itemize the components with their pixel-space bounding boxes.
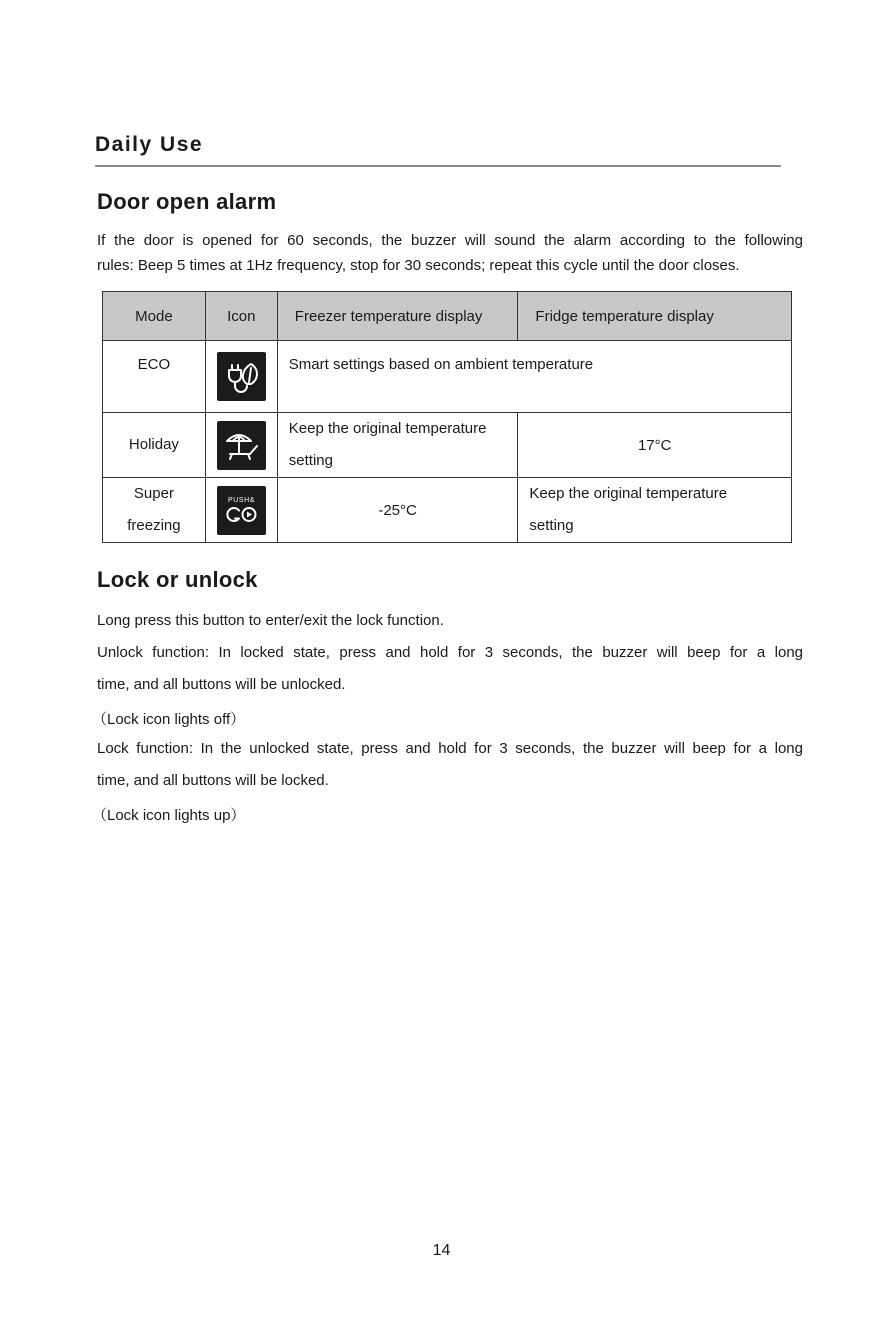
super-freezer-temp: -25°C: [277, 478, 518, 543]
mode-name-super-line-2: freezing: [127, 517, 181, 534]
page-number: 14: [432, 1242, 451, 1259]
push-and-go-icon-text: PUSH&: [227, 496, 255, 504]
table-row-eco: [103, 341, 792, 413]
door-alarm-text-line-1: If the door is opened for 60 seconds, the buzzer will sound the alarm according to the following: [97, 232, 803, 249]
mode-table: [102, 291, 792, 543]
mode-name-super-line-1: Super: [133, 485, 174, 502]
section-divider: [95, 165, 781, 167]
door-alarm-text-line-2: rules: Beep 5 times at 1Hz frequency, stop for 30 seconds; repeat this cycle until the door closes.: [97, 257, 740, 274]
section-title: Daily Use: [95, 133, 204, 156]
mode-name-eco: ECO: [103, 341, 206, 413]
table-row-holiday: [103, 413, 792, 478]
eco-description: Smart settings based on ambient temperature: [277, 341, 791, 413]
unlock-note: （Lock icon lights off）: [92, 711, 246, 728]
unlock-text-line-2: time, and all buttons will be unlocked.: [97, 676, 346, 693]
super-fridge-line-1: Keep the original temperature: [529, 485, 728, 502]
header-fridge: Fridge temperature display: [518, 292, 792, 341]
holiday-umbrella-lounger-icon: [217, 421, 266, 470]
header-icon: Icon: [205, 292, 277, 341]
holiday-fridge-temp: 17°C: [518, 413, 792, 478]
door-alarm-heading: Door open alarm: [97, 189, 277, 214]
lock-function-line-2: time, and all buttons will be locked.: [97, 772, 329, 789]
table-row-super-freezing: [103, 478, 792, 543]
header-mode: Mode: [103, 292, 206, 341]
holiday-freezer-line-1: Keep the original temperature: [288, 420, 487, 437]
mode-name-holiday: Holiday: [103, 413, 206, 478]
mode-table-header-row: [103, 292, 792, 341]
super-fridge-line-2: setting: [529, 517, 574, 534]
lock-heading: Lock or unlock: [97, 567, 258, 592]
push-and-go-icon: [217, 486, 266, 535]
lock-text-line-1: Long press this button to enter/exit the lock function.: [97, 612, 444, 629]
eco-plug-leaf-icon: [217, 352, 266, 401]
lock-function-line-1: Lock function: In the unlocked state, press and hold for 3 seconds, the buzzer will beep for a long: [97, 740, 803, 757]
unlock-text-line-1: Unlock function: In locked state, press and hold for 3 seconds, the buzzer will beep for a long: [97, 644, 803, 661]
lock-note: （Lock icon lights up）: [92, 807, 246, 824]
header-freezer: Freezer temperature display: [277, 292, 518, 341]
holiday-freezer-line-2: setting: [288, 452, 333, 469]
